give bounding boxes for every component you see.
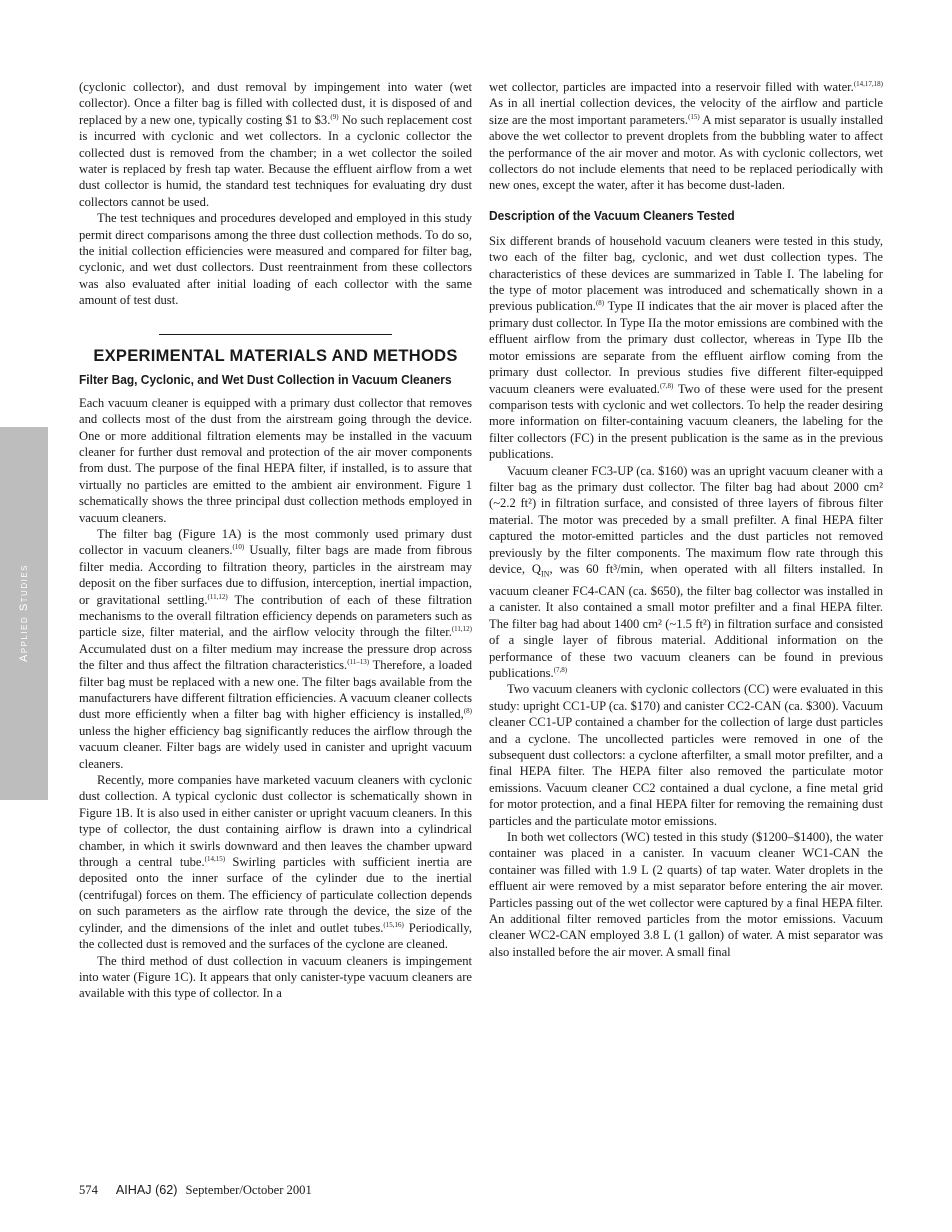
paragraph: The third method of dust collection in vacuum cleaners is impingement into water (Figure 1C). It appears that only canister-type vacuum cleaners are available with this type of collector. In a (79, 953, 472, 1001)
paragraph: The test techniques and procedures developed and employed in this study permit direct comparisons among the three dust collection methods. To do so, the initial collection efficiencies were measured and compared for filter bag, cyclonic, and wet dust collectors. Dust reentrainment from these collectors was also evaluated after initial loading of each collector with the same amount of test dust. (79, 211, 472, 308)
subsection-heading: Description of the Vacuum Cleaners Tested (489, 207, 735, 223)
section-heading: EXPERIMENTAL MATERIALS AND METHODS (93, 346, 458, 365)
left-column (79, 79, 472, 1002)
issue-date: September/October 2001 (185, 1183, 312, 1197)
paragraph: Vacuum cleaner FC3-UP (ca. $160) was an upright vacuum cleaner with a filter bag as the primary dust collector. The filter bag had about 2000 cm² (~2.2 ft²) in filtration surface, and consisted of three layers of fibrous filter material. The motor was preceded by a small prefilter. A final HEPA filter captured the motor-emitted particles and the dust particles not removed previously by the filter components. The maximum flow rate through this device, $Q_{IN}$, was 60 ft³/min, when operated with all filters installed. In vacuum cleaner FC4-CAN (ca. $650), the filter bag collector was installed in a canister. It also contained a small motor prefilter and a final HEPA filter. The filter bag had about 1400 cm² (~1.5 ft²) in filtration surface and consisted of a single layer of fibrous material. Additional information on the performance of these two vacuum cleaners can be found in previous publications.$^{(7,8)}$ (489, 463, 883, 680)
paragraph: wet collector, particles are impacted into a reservoir filled with water.$^{(14,17,18)}$ As in all inertial collection devices, the velocity of the airflow and particle size are the most important parameters.$^{(15)}$ A mist separator is usually installed above the wet collector to prevent droplets from the bubbling water to affect the performance of the air mover and motor. As with cyclonic collectors, wet collectors do not include elements that need to be replaced periodically with new ones, except the water, after it has become dust-laden. (489, 80, 884, 193)
side-tab-label: Applied Studies (18, 563, 30, 663)
paragraph: In both wet collectors (WC) tested in this study ($1200–$1400), the water container was placed in a canister. In vacuum cleaner WC1-CAN the container was filled with 1.9 L (2 quarts) of tap water. Water droplets in the effluent air were removed by a mist separator before entering the air mover. Particles passing out of the wet collector were captured by a final HEPA filter. An additional filter removed particles from the motor emissions. Vacuum cleaner WC2-CAN employed 3.8 L (1 gallon) of water. A mist separator was also installed before the air mover. A small final (489, 829, 883, 959)
page-number: 574 (79, 1183, 98, 1197)
right-column (489, 79, 883, 960)
section-divider (159, 334, 392, 335)
subsection-heading: Filter Bag, Cyclonic, and Wet Dust Collection in Vacuum Cleaners (79, 371, 452, 387)
paragraph: The filter bag (Figure 1A) is the most commonly used primary dust collector in vacuum cleaners.$^{(10)}$ Usually, filter bags are made from fibrous filter media. According to filtration theory, particles in the airstream may deposit on the fiber surfaces due to diffusion, interception, inertial impaction, or gravitational settling.$^{(11,12)}$ The contribution of each of these filtration mechanisms to the overall filtration efficiency depends on parameters such as particle size, filter material, and the airflow velocity through the filter.$^{(11,12)}$ Accumulated dust on a filter medium may increase the pressure drop across the filter and thus affect the filtration characteristics.$^{(11-13)}$ Therefore, a loaded filter bag must be replaced with a new one. The filter bags available from the manufacturers have different filtration efficiencies. A vacuum cleaner collects dust more efficiently when a filter bag with higher efficiency is installed,$^{(8)}$ unless the higher efficiency bag significantly reduces the airflow through the vacuum cleaner. Filter bags are widely used in canister and upright vacuum cleaners. (79, 526, 472, 771)
paragraph: Recently, more companies have marketed vacuum cleaners with cyclonic dust collection. A typical cyclonic dust collector is schematically shown in Figure 1B. It is also used in either canister or upright vacuum cleaners. In this type of collector, the dust containing airflow is drawn into a cylindrical chamber, in which it swirls downward and then leaves the chamber upward through a central tube.$^{(14,15)}$ Swirling particles with sufficient inertia are deposited onto the inner surface of the cylinder due to the inertial (centrifugal) forces on them. The efficiency of particulate collection depends on such parameters as the airflow rate through the device, the size of the cylinder, and the dimensions of the inlet and outlet tubes.$^{(15,16)}$ Periodically, the collected dust is removed and the surfaces of the cyclone are cleaned. (79, 773, 472, 952)
paragraph: Each vacuum cleaner is equipped with a primary dust collector that removes and collects most of the dust from the airstream going through the device. One or more additional filtration elements may be installed in the vacuum cleaner for further dust removal and protection of the air mover components from dust. The purpose of the final HEPA filter, if installed, is to assure that virtually no particles are emitted to the ambient air environment. Figure 1 schematically shows the three principal dust collection methods employed in vacuum cleaners. (79, 395, 472, 525)
paragraph: Two vacuum cleaners with cyclonic collectors (CC) were evaluated in this study: upright CC1-UP (ca. $170) and canister CC2-CAN (ca. $300). Vacuum cleaner CC1-UP contained a chamber for the collection of large dust particles and a cyclone. The uncollected particles were removed in one of the subsequent dust collectors: a cyclone afterfilter, a small motor prefilter, and a final HEPA filter. The HEPA filter also removed the particulate motor emissions. Vacuum cleaner CC2 contained a dual cyclone, a fine metal grid for motor protection, and a final HEPA filter for removing the remaining dust particles and the particulate motor emissions. (489, 682, 883, 828)
paragraph: Six different brands of household vacuum cleaners were tested in this study, two each of the filter bag, cyclonic, and wet dust collection types. The characteristics of these devices are summarized in Table I. The labeling for the type of motor placement was introduced and schematically shown in a previous publication.$^{(8)}$ Type II indicates that the air mover is placed after the primary dust collector. In Type IIa the motor emissions are combined with the effluent airflow from the primary dust collector, whereas in Type IIb the motor emissions are separate from the effluent airflow coming from the primary dust collector. In previous studies five different filter-equipped vacuum cleaners were evaluated.$^{(7,8)}$ Two of these were used for the present comparison tests with cyclonic and wet collectors. To help the reader desiring more information on filter-containing vacuum cleaners, the labeling for the filter collectors (FC) in the present publication is the same as in the previous publications. (489, 233, 883, 462)
paragraph: (cyclonic collector), and dust removal by impingement into water (wet collector). Once a filter bag is filled with collected dust, it is disposed of and replaced by a new one, typically costing $1 to $3.$^{(9)}$ No such replacement cost is incurred with cyclonic and wet collectors. In a cyclonic collector the collected dust is removed from the chamber; in a wet collector the soiled water is replaced by fresh tap water. Because the effluent airflow from a wet dust collector is humid, the standard test techniques for evaluating dry dust collectors cannot be used. (79, 80, 472, 209)
journal-name: AIHAJ (62) (115, 1183, 178, 1197)
page-footer (79, 1183, 312, 1198)
